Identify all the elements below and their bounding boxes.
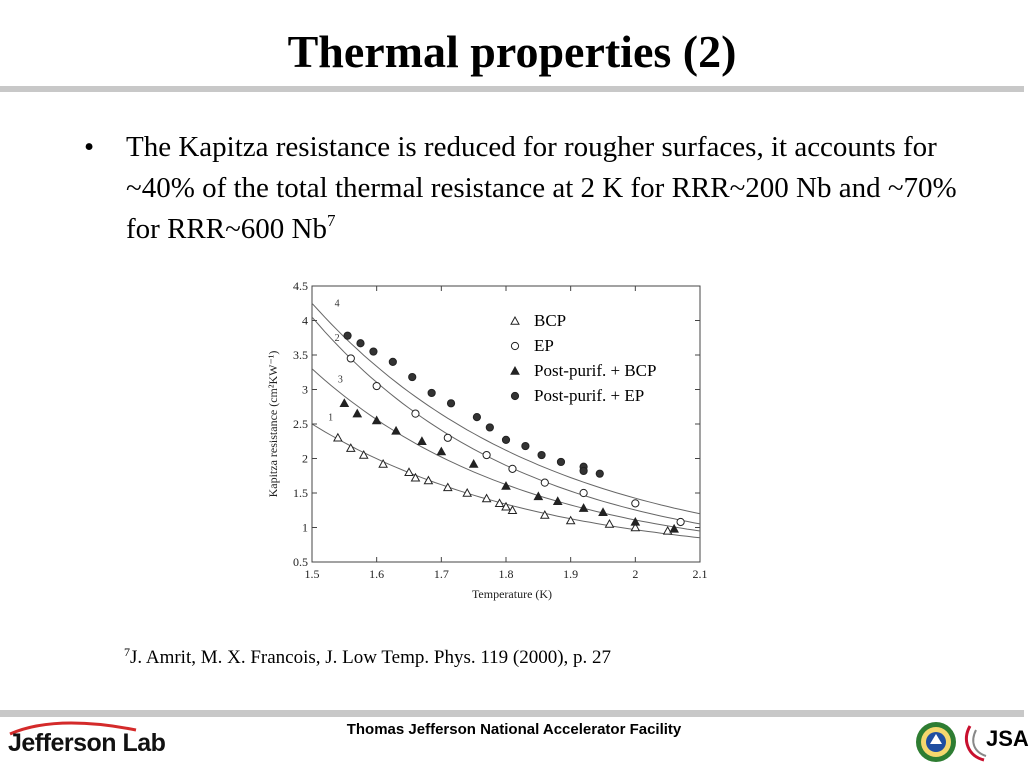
bullet-footnote-ref: 7 bbox=[326, 211, 336, 230]
fit-curve-2 bbox=[312, 317, 700, 524]
y-axis-label: Kapitza resistance (cm²KW⁻¹) bbox=[266, 350, 280, 498]
plot-frame bbox=[312, 286, 700, 562]
data-point bbox=[580, 489, 587, 496]
jsa-logo-text: JSA bbox=[986, 726, 1029, 751]
data-point bbox=[437, 448, 445, 455]
bullet-point bbox=[84, 127, 964, 250]
curve-label: 4 bbox=[334, 298, 340, 310]
legend-label: EP bbox=[534, 336, 554, 355]
jefferson-lab-logo-text: Jefferson Lab bbox=[8, 729, 166, 757]
data-point bbox=[470, 460, 478, 467]
curve-label: 1 bbox=[328, 412, 334, 424]
x-tick-label: 1.7 bbox=[433, 567, 449, 581]
data-point bbox=[424, 477, 432, 484]
footnote bbox=[124, 645, 611, 671]
data-point bbox=[509, 465, 516, 472]
data-point bbox=[596, 470, 603, 477]
y-tick-label: 3 bbox=[302, 382, 308, 397]
data-point bbox=[541, 479, 548, 486]
data-point bbox=[370, 348, 377, 355]
footnote-number: 7 bbox=[124, 645, 130, 659]
x-axis-label: Temperature (K) bbox=[471, 587, 553, 601]
data-point bbox=[412, 410, 419, 417]
x-tick-label: 1.9 bbox=[563, 567, 579, 581]
data-point bbox=[357, 340, 364, 347]
axis-ticks bbox=[293, 279, 708, 581]
data-point bbox=[522, 442, 529, 449]
data-point bbox=[444, 483, 452, 490]
doe-seal-icon bbox=[914, 720, 958, 764]
data-point bbox=[473, 414, 480, 421]
chart-legend bbox=[511, 311, 656, 405]
y-tick-label: 2 bbox=[302, 451, 308, 466]
legend-label: Post-purif. + BCP bbox=[534, 361, 657, 380]
data-point bbox=[409, 373, 416, 380]
data-point bbox=[670, 525, 678, 532]
bullet-text: The Kapitza resistance is reduced for rougher surfaces, it accounts for ~40% of the total thermal resistance at 2 K for RRR~200 Nb and ~70% for RRR~600 Nb bbox=[126, 131, 957, 245]
title-divider bbox=[0, 86, 1024, 92]
y-tick-label: 0.5 bbox=[293, 555, 308, 569]
curve-label: 3 bbox=[337, 374, 343, 386]
curve-labels bbox=[328, 299, 343, 424]
legend-marker bbox=[511, 317, 519, 324]
x-tick-label: 1.6 bbox=[369, 567, 385, 581]
x-tick-label: 1.8 bbox=[498, 567, 514, 581]
data-point bbox=[344, 332, 351, 339]
x-tick-label: 1.5 bbox=[304, 567, 320, 581]
x-tick-label: 2.1 bbox=[692, 567, 708, 581]
legend-label: Post-purif. + EP bbox=[534, 386, 645, 405]
data-point bbox=[447, 400, 454, 407]
data-point bbox=[486, 424, 493, 431]
data-point bbox=[502, 436, 509, 443]
y-tick-label: 2.5 bbox=[293, 417, 308, 431]
legend-marker bbox=[511, 367, 519, 374]
bullet-marker: • bbox=[84, 131, 95, 163]
data-point bbox=[677, 518, 684, 525]
x-tick-label: 2 bbox=[632, 567, 639, 581]
legend-label: BCP bbox=[534, 311, 567, 330]
data-point bbox=[360, 451, 368, 458]
data-point bbox=[418, 437, 426, 444]
curve-label: 2 bbox=[334, 333, 340, 345]
kapitza-chart bbox=[262, 276, 722, 606]
data-point bbox=[632, 500, 639, 507]
data-point bbox=[347, 355, 354, 362]
y-tick-label: 3.5 bbox=[293, 348, 308, 362]
data-point bbox=[538, 451, 545, 458]
data-point bbox=[605, 520, 613, 527]
data-point bbox=[340, 399, 348, 406]
legend-marker bbox=[511, 392, 518, 399]
data-point bbox=[541, 511, 549, 518]
footnote-text: J. Amrit, M. X. Francois, J. Low Temp. Phys. 119 (2000), p. 27 bbox=[130, 647, 612, 668]
data-point bbox=[580, 467, 587, 474]
bullet-text-block bbox=[126, 127, 964, 250]
y-tick-label: 1 bbox=[302, 520, 308, 535]
y-tick-label: 4.5 bbox=[293, 279, 308, 293]
data-point bbox=[444, 434, 451, 441]
data-point bbox=[379, 460, 387, 467]
legend-marker bbox=[511, 342, 518, 349]
data-point bbox=[389, 358, 396, 365]
y-tick-label: 4 bbox=[302, 313, 308, 328]
slide-title: Thermal properties (2) bbox=[287, 26, 737, 77]
data-point bbox=[353, 410, 361, 417]
facility-name: Thomas Jefferson National Accelerator Facility bbox=[346, 721, 682, 738]
y-tick-label: 1.5 bbox=[293, 486, 308, 500]
data-point bbox=[428, 389, 435, 396]
data-point bbox=[557, 458, 564, 465]
data-point bbox=[483, 451, 490, 458]
footer-divider bbox=[0, 710, 1024, 717]
data-point bbox=[373, 382, 380, 389]
